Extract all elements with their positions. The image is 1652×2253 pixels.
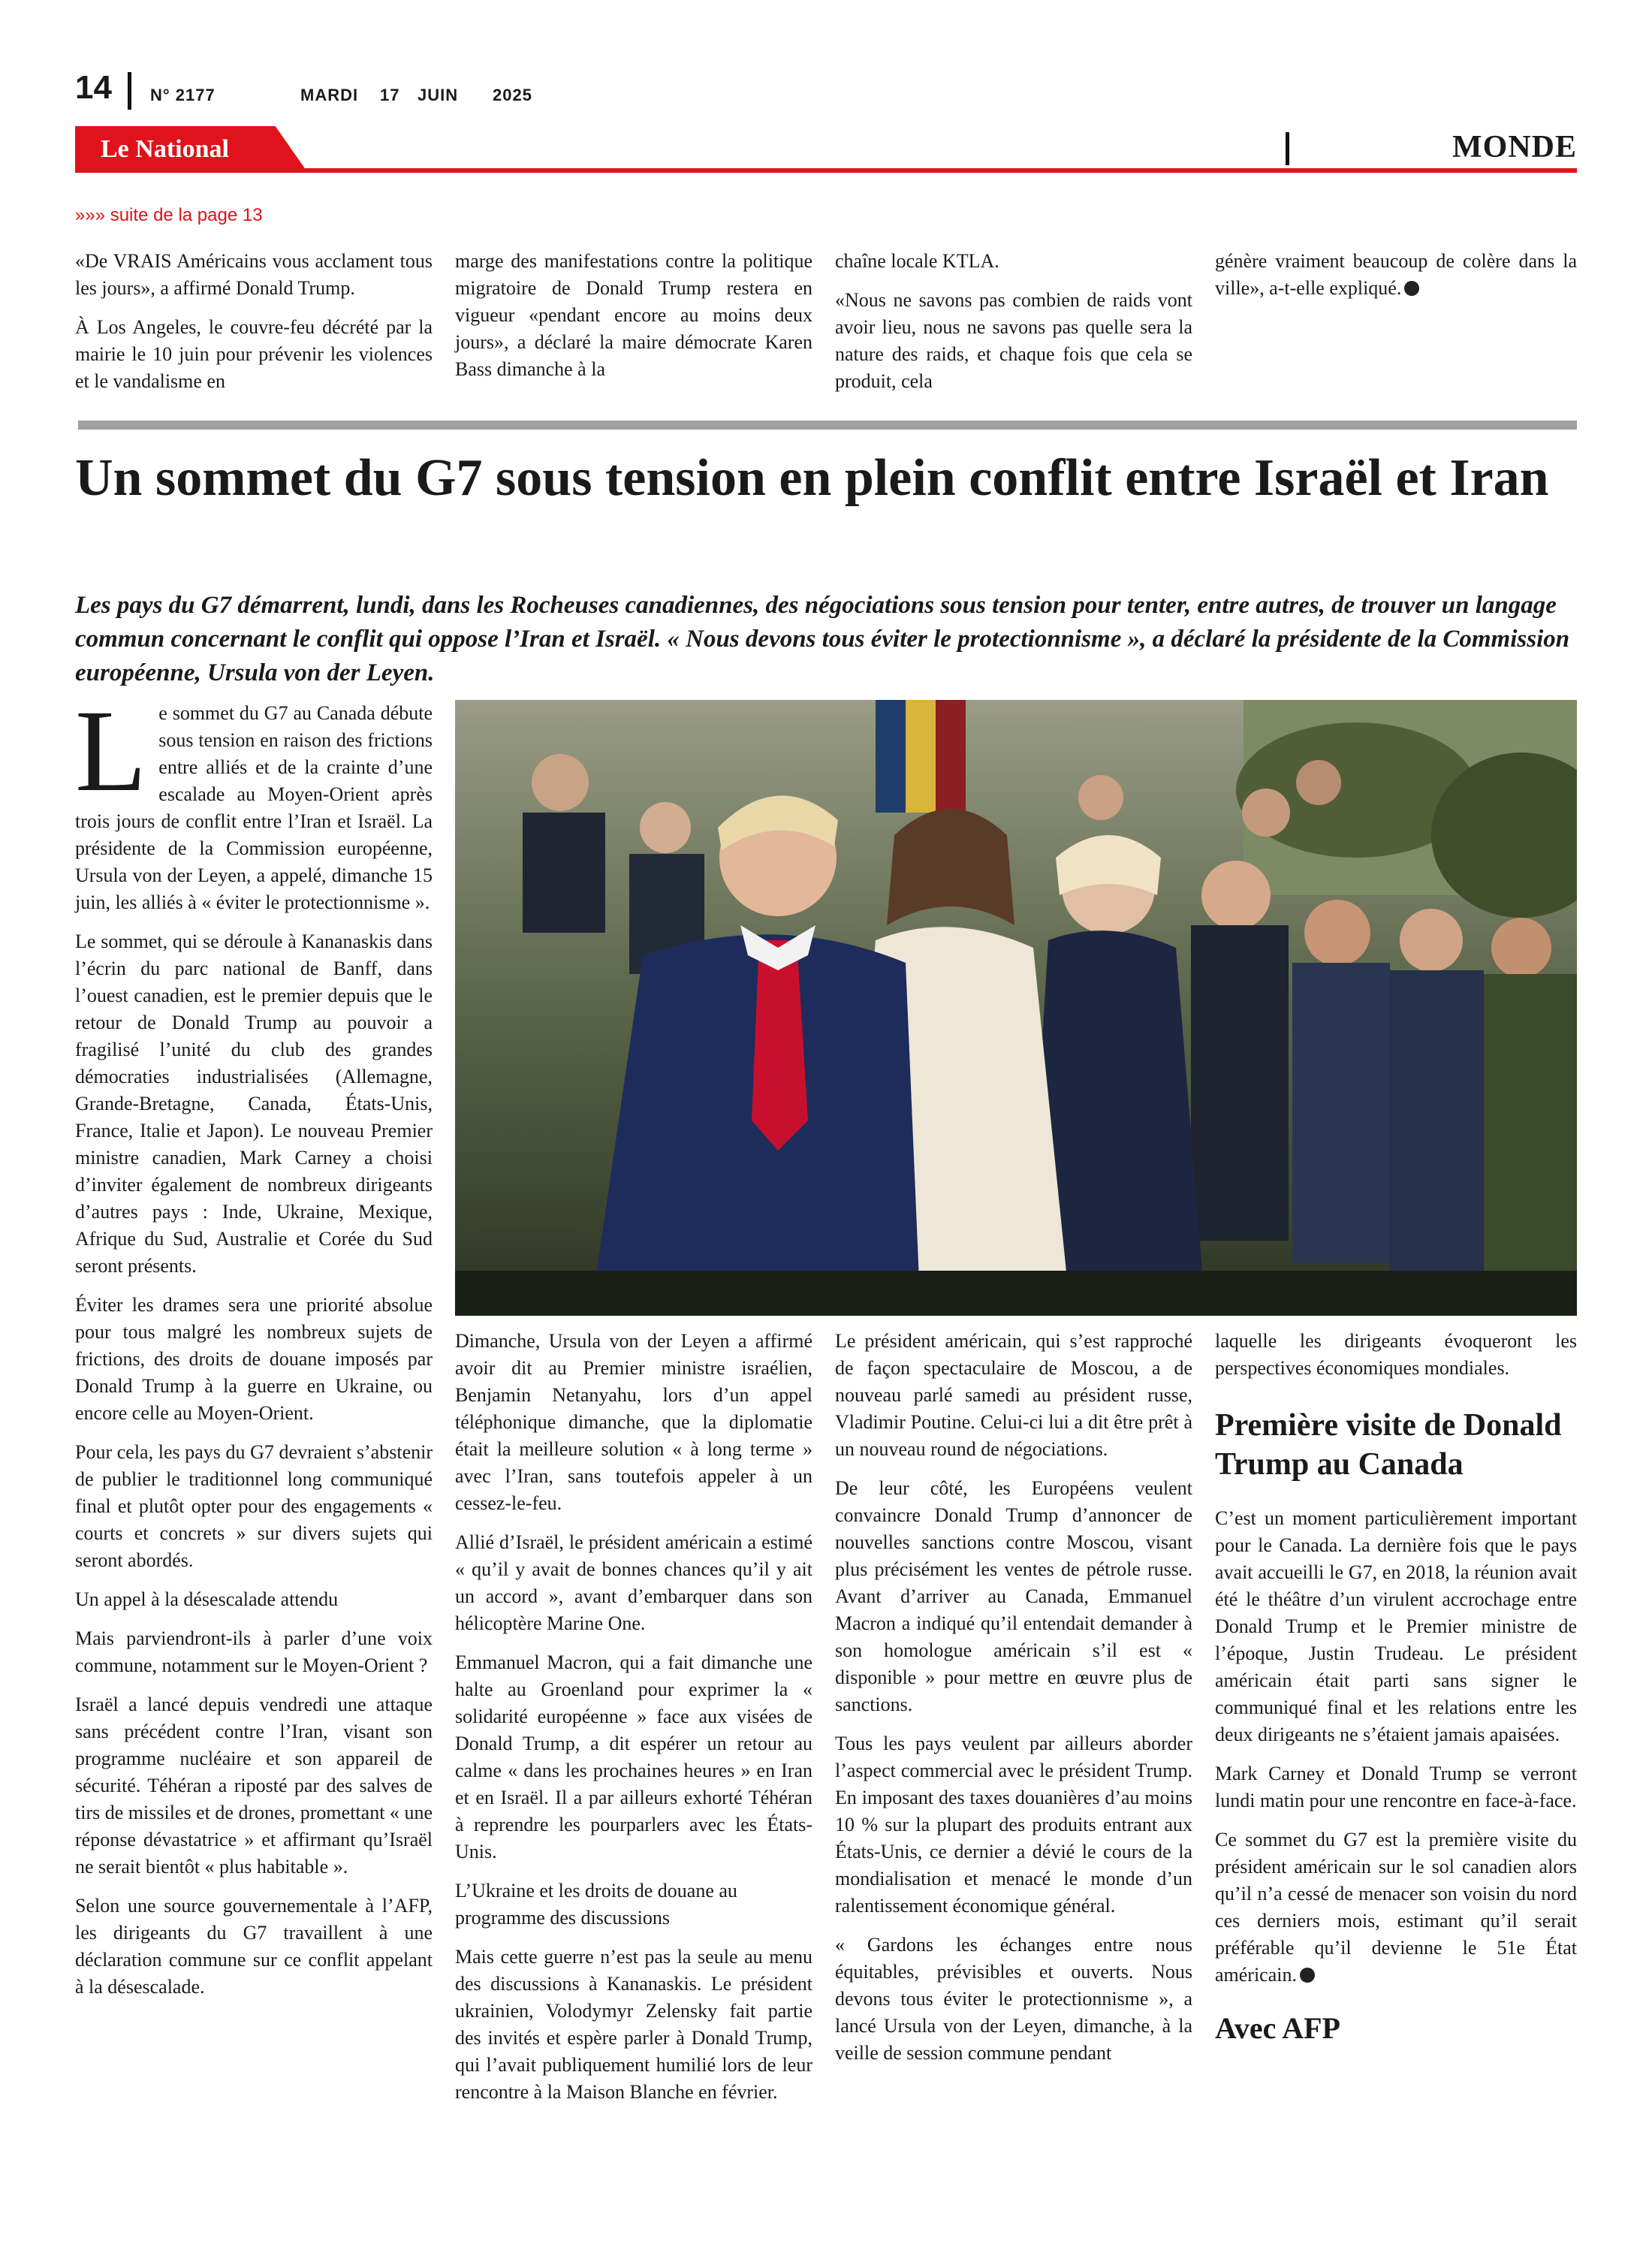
section-divider	[1286, 132, 1289, 165]
article-headline: Un sommet du G7 sous tension en plein conflit entre Israël et Iran	[75, 449, 1549, 507]
inline-subheading: L’Ukraine et les droits de douane au programme des discussions	[455, 1880, 737, 1929]
paragraph	[1215, 1826, 1577, 1989]
article-lead: Les pays du G7 démarrent, lundi, dans les Rocheuses canadiennes, des négociations sous tension pour tenter, entre autres, de trouver un langage commun concernant le conflit qui oppose l’Iran et Israël. « Nous devons tous éviter le protectionnisme », a déclaré la présidente de la Commission européenne, Ursula von der Leyen.	[75, 592, 1570, 686]
paragraph: Dimanche, Ursula von der Leyen a affirmé avoir dit au Premier ministre israélien, Benjamin Netanyahu, lors d’un appel téléphonique dimanche, que la diplomatie était la meilleure solution « à long terme » avec l’Iran, sans toutefois appeler à un cessez-le-feu.	[455, 1330, 812, 1514]
paragraph: Éviter les drames sera une priorité absolue pour tous malgré les nombreux sujets de frictions, des droits de douane imposés par Donald Trump à la guerre en Ukraine, ou encore celle au Moyen-Orient.	[75, 1294, 433, 1424]
section-subheading: Première visite de Donald Trump au Canada	[1215, 1408, 1562, 1482]
paragraph	[1215, 248, 1577, 302]
paragraph: Emmanuel Macron, qui a fait dimanche une halte au Groenland pour exprimer la « solidarité européenne » face aux visées de Donald Trump, a dit espérer un retour au calme « dans les prochaines heures » en Iran et en Israël. Il a par ailleurs exhorté Téhéran à reprendre les pourparlers avec les États-Unis.	[455, 1651, 812, 1862]
top-column-2	[455, 248, 812, 395]
paragraph: Pour cela, les pays du G7 devraient s’abstenir de publier le traditionnel long communiqué final et plutôt opter pour des engagements « courts et concrets » sur divers sujets qui seront abordés.	[75, 1441, 433, 1571]
article-credit: Avec AFP	[1215, 2011, 1340, 2045]
continued-from: »»» suite de la page 13	[75, 205, 263, 225]
article-divider	[78, 421, 1577, 430]
section-title: MONDE	[1452, 130, 1577, 164]
top-column-3	[835, 248, 1192, 407]
article-column-3	[835, 1328, 1192, 2079]
paragraph: «De VRAIS Américains vous acclament tous les jours», a affirmé Donald Trump.	[75, 250, 433, 299]
end-mark-icon	[1404, 281, 1419, 296]
issue-year: 2025	[493, 86, 532, 104]
paragraph: marge des manifestations contre la politique migratoire de Donald Trump restera en vigueur «pendant encore au moins deux jours», a déclaré la maire démocrate Karen Bass dimanche à la	[455, 250, 812, 380]
issue-date-number: 17	[380, 86, 400, 104]
paragraph: À Los Angeles, le couvre-feu décrété par la mairie le 10 juin pour prévenir les violences et le vandalisme en	[75, 316, 433, 392]
inline-subheading: Un appel à la désescalade attendu	[75, 1588, 339, 1610]
paragraph: Mais parviendront-ils à parler d’une voix commune, notamment sur le Moyen-Orient ?	[75, 1627, 433, 1676]
issue-day: MARDI	[300, 86, 359, 104]
brand-name: Le National	[101, 135, 229, 163]
page-number: 14	[75, 69, 112, 106]
article-photo	[455, 700, 1577, 1316]
end-mark-icon	[1300, 1968, 1315, 1983]
paragraph-text: génère vraiment beaucoup de colère dans la ville», a-t-elle expliqué.	[1215, 250, 1577, 299]
paragraph: Le sommet, qui se déroule à Kananaskis dans l’écrin du parc national de Banff, dans l’ouest canadien, est le premier depuis que le retour de Donald Trump au pouvoir a fragilisé l’unité du club des grandes démocraties industrialisées (Allemagne, Grande-Bretagne, Canada, États-Unis, France, Italie et Japon). Le nouveau Premier ministre canadien, Mark Carney a choisi d’inviter également de nombreux dirigeants d’autres pays : Inde, Ukraine, Mexique, Afrique du Sud, Australie et Corée du Sud seront présents.	[75, 930, 433, 1277]
paragraph: Le président américain, qui s’est rapproché de façon spectaculaire de Moscou, a de nouveau parlé samedi au président russe, Vladimir Poutine. Celui-ci lui a dit être prêt à un nouveau round de négociations.	[835, 1330, 1192, 1460]
paragraph: Allié d’Israël, le président américain a estimé « qu’il y avait de bonnes chances qu’il y ait un accord », avant d’embarquer dans son hélicoptère Marine One.	[455, 1531, 812, 1634]
drop-cap: L	[75, 686, 147, 816]
paragraph: Mark Carney et Donald Trump se verront lundi matin pour une rencontre en face-à-face.	[1215, 1763, 1577, 1811]
page-number-divider	[128, 72, 131, 110]
article-column-2	[455, 1328, 812, 2118]
article-column-4	[1215, 1328, 1577, 2047]
article-column-1	[75, 686, 433, 2013]
paragraph: «Nous ne savons pas combien de raids vont avoir lieu, nous ne savons pas quelle sera la nature des raids, et chaque fois que cela se produit, cela	[835, 289, 1192, 392]
issue-month: JUIN	[418, 86, 459, 104]
paragraph-text: Ce sommet du G7 est la première visite du président américain sur le sol canadien alors qu’il n’a cessé de menacer son voisin du nord ces derniers mois, estimant qu’il serait préférable qu’il devienne le 51e État américain.	[1215, 1829, 1577, 1986]
paragraph: C’est un moment particulièrement important pour le Canada. La dernière fois que le pays avait accueilli le G7, en 2018, la réunion avait été le théâtre d’un virulent accrochage entre Donald Trump et le Premier ministre de l’époque, Justin Trudeau. Le président américain était parti sans signer le communiqué final et les relations entre les deux dirigeants ne s’étaient jamais apaisées.	[1215, 1507, 1577, 1745]
paragraph: chaîne locale KTLA.	[835, 250, 999, 272]
paragraph: Israël a lancé depuis vendredi une attaque sans précédent contre l’Iran, visant son programme nucléaire et son appareil de sécurité. Téhéran a riposté par des salves de tirs de missiles et de drones, promettant « une réponse dévastatrice » et affirmant qu’Israël ne serait bientôt « plus habitable ».	[75, 1694, 433, 1878]
issue-number: N° 2177	[150, 86, 216, 104]
top-column-1	[75, 248, 433, 407]
top-column-4	[1215, 248, 1577, 314]
paragraph	[75, 686, 433, 916]
paragraph: Mais cette guerre n’est pas la seule au menu des discussions à Kananaskis. Le président ukrainien, Volodymyr Zelensky fait partie des invités et espère parler à Donald Trump, qui l’avait publiquement humilié lors de leur rencontre à la Maison Blanche en février.	[455, 1946, 812, 2103]
paragraph: laquelle les dirigeants évoqueront les perspectives économiques mondiales.	[1215, 1330, 1577, 1379]
paragraph: Tous les pays veulent par ailleurs aborder l’aspect commercial avec le président Trump. En imposant des taxes douanières d’au moins 10 % sur la plupart des produits entrant aux États-Unis, ce dernier a dévié le cours de la mondialisation et menacé le monde d’un ralentissement économique général.	[835, 1733, 1192, 1917]
paragraph: De leur côté, les Européens veulent convaincre Donald Trump d’annoncer de nouvelles sanctions contre Moscou, visant plus précisément les ventes de pétrole russe. Avant d’arriver au Canada, Emmanuel Macron a indiqué qu’il entendait demander à son homologue américain s’il est « disponible » pour mettre en œuvre plus de sanctions.	[835, 1477, 1192, 1715]
photo-illustration	[455, 700, 1577, 1316]
paragraph: Selon une source gouvernementale à l’AFP, les dirigeants du G7 travaillent à une déclaration commune sur ce conflit appelant à la désescalade.	[75, 1895, 433, 1998]
paragraph-text: e sommet du G7 au Canada débute sous tension en raison des frictions entre alliés et de la crainte d’une escalade au Moyen-Orient après trois jours de conflit entre l’Iran et Israël. La présidente de la Commission européenne, Ursula von der Leyen, a appelé, dimanche 15 juin, les alliés à « éviter le protectionnisme ».	[75, 702, 433, 913]
paragraph: « Gardons les échanges entre nous équitables, prévisibles et ouverts. Nous devons tous éviter le protectionnisme », a lancé Ursula von der Leyen, dimanche, à la veille de session commune pendant	[835, 1934, 1192, 2064]
